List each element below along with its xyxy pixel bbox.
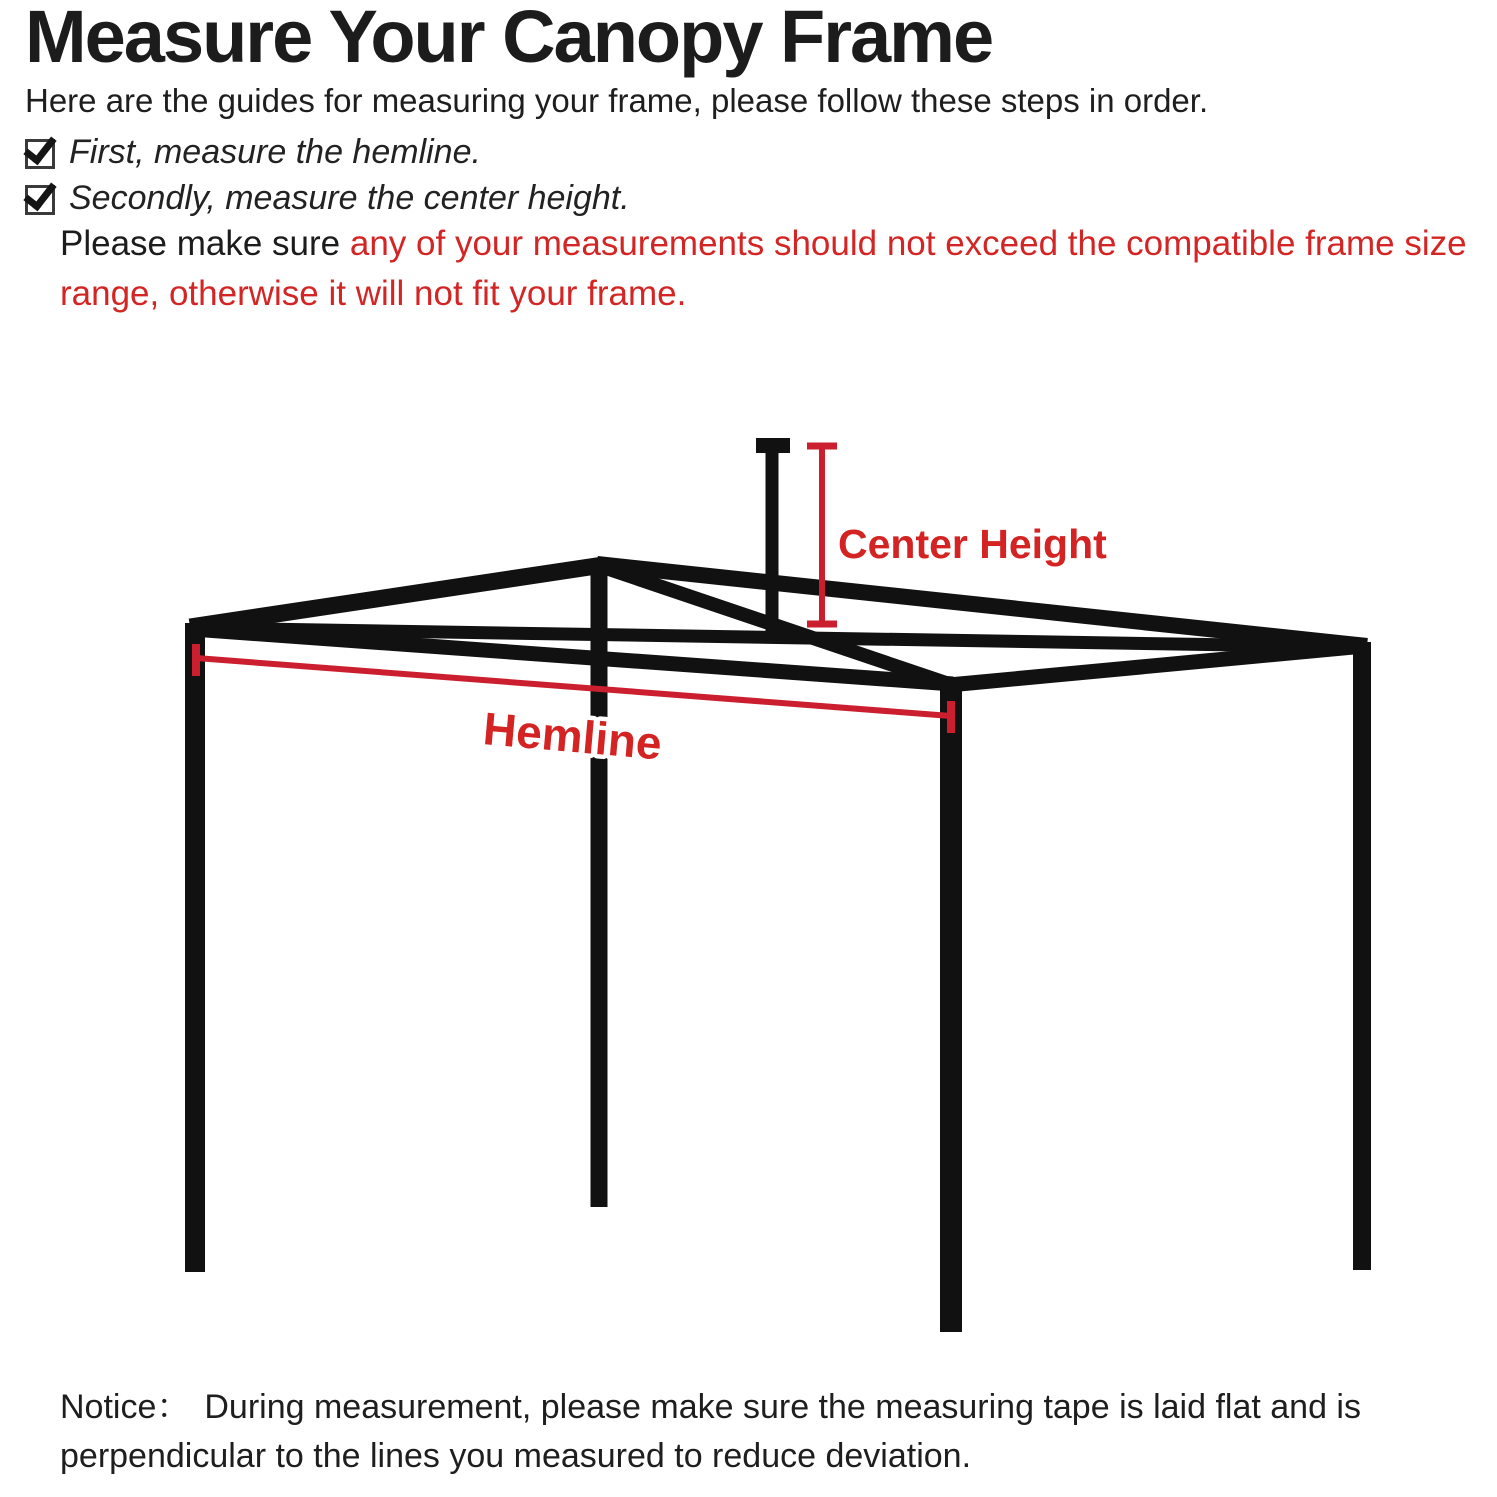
center-pole-cap bbox=[756, 438, 790, 453]
canopy-frame bbox=[190, 438, 1367, 1332]
page-title: Measure Your Canopy Frame bbox=[25, 0, 993, 78]
hemline-label: Hemline bbox=[481, 702, 664, 770]
intro-text: Here are the guides for measuring your frame, please follow these steps in order. bbox=[25, 82, 1209, 119]
notice-text: During measurement, please make sure the measuring tape is laid flat and is perpendicular to the lines you measured to reduce deviation. bbox=[60, 1388, 1361, 1475]
center-height-label: Center Height bbox=[838, 521, 1107, 567]
roof-edge-left-apex bbox=[190, 565, 603, 627]
step-label: First, measure the hemline. bbox=[69, 133, 481, 171]
warning-prefix: Please make sure bbox=[60, 224, 350, 263]
notice-paragraph bbox=[60, 1383, 1465, 1481]
warning-red-text: any of your measurements should not exceed the compatible frame size range, otherwise it will not fit your frame. bbox=[60, 224, 1467, 313]
hemline-measure-line bbox=[196, 658, 951, 716]
notice-label: Notice： bbox=[60, 1388, 191, 1426]
step-label: Secondly, measure the center height. bbox=[69, 179, 630, 217]
